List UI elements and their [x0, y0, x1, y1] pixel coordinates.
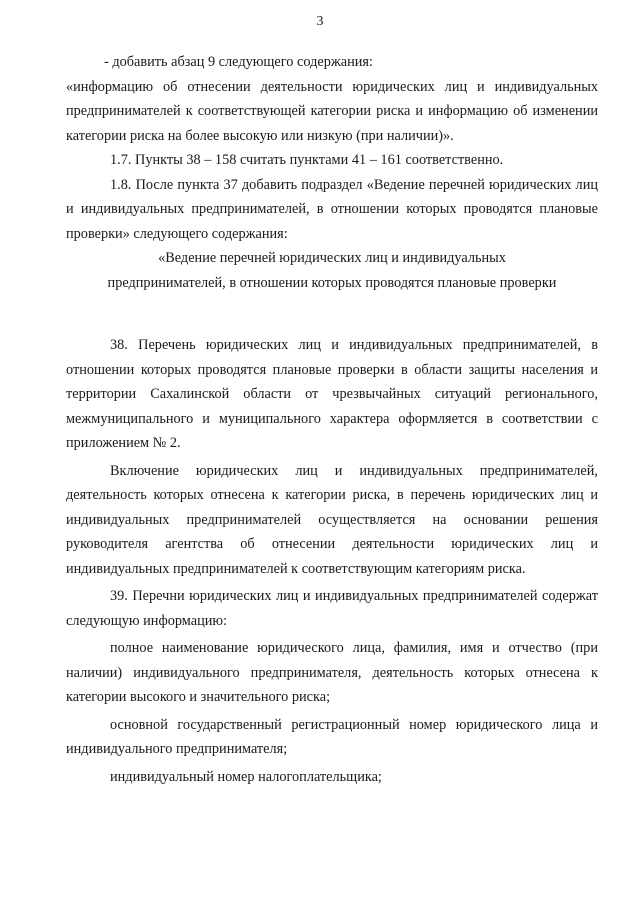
document-body: [66, 50, 598, 789]
paragraph-1-7: 1.7. Пункты 38 – 158 считать пунктами 41 – 161 соответственно.: [110, 152, 504, 168]
paragraph-39: 39. Перечни юридических лиц и индивидуальных предпринимателей содержат следующую информацию:: [66, 588, 598, 629]
paragraph-1-8: 1.8. После пункта 37 добавить подраздел «Ведение перечней юридических лиц и индивидуальных предпринимателей, в отношении которых проводятся плановые проверки» следующего содержания:: [66, 176, 598, 242]
paragraph-inclusion: Включение юридических лиц и индивидуальных предпринимателей, деятельность которых отнесена к категории риска, в перечень юридических лиц и индивидуальных предпринимателей осуществляется на основании решения руководителя агентства об отнесении деятельности юридических лиц и индивидуальных предпринимателей к соответствующим категориям риска.: [66, 462, 598, 577]
subsection-heading: «Ведение перечней юридических лиц и индивидуальных предпринимателей, в отношении которых проводятся плановые проверки: [107, 250, 557, 291]
page-number: 3: [316, 14, 324, 29]
paragraph-add-clause: - добавить абзац 9 следующего содержания:: [104, 54, 373, 70]
paragraph-clause-text: «информацию об отнесении деятельности юридических лиц и индивидуальных предпринимателей к соответствующей категории риска и информацию об изменении категории риска на более высокую или низкую (при наличии)».: [66, 78, 598, 144]
paragraph-38: 38. Перечень юридических лиц и индивидуальных предпринимателей, в отношении которых проводятся плановые проверки в области защиты населения и территории Сахалинской области от чрезвычайных ситуаций регионального, межмуниципального и муниципального характера оформляется в соответствии с приложением № 2.: [66, 337, 598, 451]
list-item-ogrn: основной государственный регистрационный номер юридического лица и индивидуального предпринимателя;: [66, 716, 598, 757]
list-item-inn: индивидуальный номер налогоплательщика;: [110, 768, 382, 785]
list-item-full-name: полное наименование юридического лица, фамилия, имя и отчество (при наличии) индивидуального предпринимателя, деятельность которых отнесена к категории высокого и значительного риска;: [66, 640, 598, 705]
